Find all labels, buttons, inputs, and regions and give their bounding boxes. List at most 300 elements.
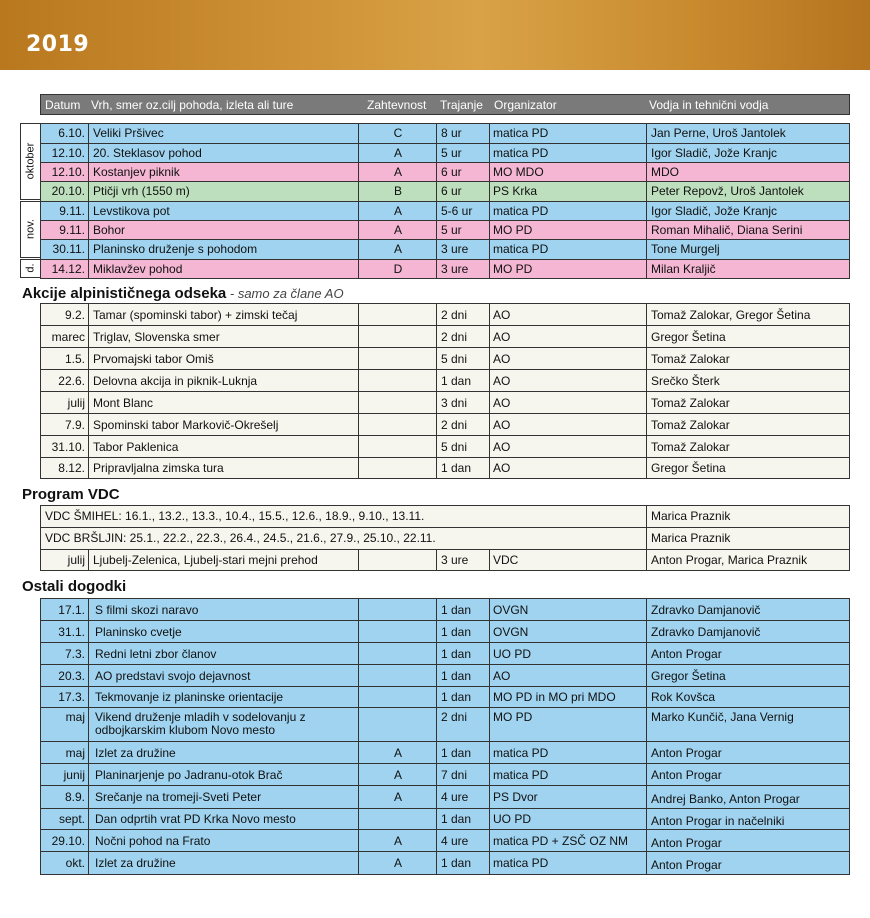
- row-organizer: AO: [493, 352, 511, 366]
- column-divider: [88, 708, 89, 741]
- column-divider: [646, 708, 647, 741]
- column-divider: [88, 163, 89, 181]
- column-divider: [646, 621, 647, 642]
- main-row: [40, 143, 850, 163]
- column-divider: [88, 458, 89, 478]
- row-organizer: AO: [493, 440, 511, 454]
- row-leader: Tomaž Zalokar: [651, 352, 730, 366]
- header-duration: Trajanje: [440, 98, 483, 112]
- row-organizer: AO: [493, 308, 511, 322]
- column-divider: [88, 240, 89, 259]
- row-date: junij: [63, 768, 85, 782]
- row-organizer: AO: [493, 330, 511, 344]
- row-date: 9.11.: [59, 204, 85, 218]
- row-organizer: matica PD + ZSČ OZ NM: [493, 834, 629, 848]
- row-route: Miklavžev pohod: [93, 262, 183, 276]
- column-divider: [436, 304, 437, 325]
- ao-row: [40, 435, 850, 458]
- column-divider: [646, 182, 647, 201]
- row-date: maj: [65, 746, 85, 760]
- row-date: 1.5.: [64, 352, 85, 366]
- row-date: 9.2.: [64, 308, 85, 322]
- row-duration: 3 ure: [441, 262, 469, 276]
- main-row: [40, 239, 850, 260]
- row-route: Izlet za družine: [95, 746, 176, 760]
- column-divider: [88, 124, 89, 143]
- column-divider: [436, 370, 437, 391]
- column-divider: [646, 550, 647, 570]
- row-organizer: AO: [493, 461, 511, 475]
- other-row: [40, 664, 850, 687]
- row-leader: Milan Kraljič: [651, 262, 716, 276]
- row-organizer: MO MDO: [493, 165, 544, 179]
- row-difficulty: A: [393, 223, 402, 237]
- other-row: [40, 598, 850, 621]
- column-divider: [646, 506, 647, 527]
- column-divider: [358, 708, 359, 741]
- row-date: 22.6.: [58, 374, 85, 388]
- row-leader: Igor Sladič, Jože Kranjc: [651, 146, 778, 160]
- row-leader: Tomaž Zalokar: [651, 396, 730, 410]
- header-route: Vrh, smer oz.cilj pohoda, izleta ali ture: [91, 98, 294, 112]
- row-route: Prvomajski tabor Omiš: [93, 352, 214, 366]
- column-divider: [646, 326, 647, 347]
- row-duration: 4 ure: [441, 834, 469, 848]
- row-route: Tabor Paklenica: [93, 440, 179, 454]
- row-leader: Gregor Šetina: [651, 669, 726, 683]
- row-leader: Tone Murgelj: [651, 242, 720, 256]
- row-organizer: AO: [493, 396, 511, 410]
- column-divider: [88, 414, 89, 435]
- row-route: Spominski tabor Markovič-Okrešelj: [93, 418, 279, 432]
- column-divider: [489, 240, 490, 259]
- row-route: Dan odprtih vrat PD Krka Novo mesto: [95, 812, 296, 826]
- row-route: Veliki Pršivec: [93, 126, 164, 140]
- column-divider: [646, 348, 647, 369]
- column-divider: [646, 764, 647, 785]
- row-duration: 6 ur: [441, 184, 462, 198]
- column-divider: [489, 260, 490, 278]
- column-divider: [436, 550, 437, 570]
- column-divider: [646, 786, 647, 808]
- ao-row: [40, 391, 850, 414]
- other-row: [40, 642, 850, 665]
- row-difficulty: A: [393, 146, 402, 160]
- row-route: Bohor: [93, 223, 126, 237]
- column-divider: [436, 687, 437, 707]
- column-divider: [646, 599, 647, 620]
- row-date: 12.10.: [51, 146, 85, 160]
- column-divider: [88, 260, 89, 278]
- other-row: [40, 686, 850, 708]
- column-divider: [646, 809, 647, 829]
- column-divider: [489, 458, 490, 478]
- row-duration: 1 dan: [441, 374, 472, 388]
- row-difficulty: A: [393, 746, 402, 760]
- row-organizer: MO PD: [493, 710, 533, 724]
- other-row: [40, 851, 850, 875]
- row-leader: Marica Praznik: [651, 509, 731, 523]
- row-leader: Tomaž Zalokar: [651, 440, 730, 454]
- column-divider: [88, 221, 89, 239]
- column-divider: [88, 326, 89, 347]
- row-organizer: UO PD: [493, 647, 532, 661]
- column-divider: [489, 665, 490, 686]
- row-route: Nočni pohod na Frato: [95, 834, 211, 848]
- row-duration: 1 dan: [441, 812, 472, 826]
- column-divider: [489, 830, 490, 851]
- row-date: marec: [51, 330, 85, 344]
- row-leader: Anton Progar: [651, 836, 722, 850]
- table-header: [40, 94, 850, 115]
- column-divider: [646, 436, 647, 457]
- row-route: Kostanjev piknik: [93, 165, 180, 179]
- row-leader: Marica Praznik: [651, 531, 731, 545]
- main-row: [40, 220, 850, 240]
- row-leader: Zdravko Damjanovič: [651, 603, 761, 617]
- column-divider: [88, 144, 89, 162]
- row-leader: Gregor Šetina: [651, 461, 726, 475]
- column-divider: [436, 665, 437, 686]
- row-route: Planinarjenje po Jadranu-otok Brač: [95, 768, 283, 782]
- row-duration: 2 dni: [441, 330, 468, 344]
- row-duration: 1 dan: [441, 625, 472, 639]
- row-organizer: MO PD: [493, 262, 533, 276]
- column-divider: [489, 144, 490, 162]
- column-divider: [88, 370, 89, 391]
- row-leader: Anton Progar: [651, 768, 722, 782]
- column-divider: [489, 370, 490, 391]
- column-divider: [646, 665, 647, 686]
- row-leader: Andrej Banko, Anton Progar: [651, 792, 800, 806]
- row-organizer: matica PD: [493, 746, 549, 760]
- row-date: 20.10.: [51, 184, 85, 198]
- column-divider: [88, 786, 89, 808]
- row-duration: 8 ur: [441, 126, 462, 140]
- column-divider: [489, 550, 490, 570]
- column-divider: [88, 830, 89, 851]
- row-date: maj: [65, 710, 85, 724]
- other-row: [40, 808, 850, 830]
- column-divider: [436, 326, 437, 347]
- column-divider: [436, 414, 437, 435]
- column-divider: [88, 643, 89, 664]
- row-leader: Zdravko Damjanovič: [651, 625, 761, 639]
- column-divider: [88, 392, 89, 413]
- row-duration: 1 dan: [441, 647, 472, 661]
- row-duration: 5-6 ur: [441, 204, 473, 218]
- ao-title-text: Akcije alpinističnega odseka: [22, 285, 227, 302]
- row-route: Mont Blanc: [93, 396, 154, 410]
- row-organizer: AO: [493, 418, 511, 432]
- row-date: julij: [67, 553, 85, 567]
- row-route: Tekmovanje iz planinske orientacije: [95, 690, 284, 704]
- column-divider: [88, 621, 89, 642]
- row-date: 17.3.: [58, 690, 85, 704]
- other-row: [40, 763, 850, 786]
- row-route: Levstikova pot: [93, 204, 170, 218]
- main-row: [40, 162, 850, 182]
- column-divider: [646, 852, 647, 874]
- column-divider: [489, 414, 490, 435]
- ao-row: [40, 325, 850, 348]
- row-organizer: OVGN: [493, 603, 529, 617]
- column-divider: [646, 202, 647, 220]
- column-divider: [646, 742, 647, 763]
- row-duration: 2 dni: [441, 418, 468, 432]
- row-duration: 1 dan: [441, 746, 472, 760]
- row-leader: Anton Progar: [651, 647, 722, 661]
- month-label: d.: [24, 262, 36, 273]
- row-date: 7.9.: [64, 418, 85, 432]
- row-date: 6.10.: [58, 126, 85, 140]
- row-difficulty: A: [393, 768, 402, 782]
- header-difficulty: Zahtevnost: [367, 98, 427, 112]
- row-leader: MDO: [651, 165, 679, 179]
- row-date: 29.10.: [51, 834, 85, 848]
- row-organizer: AO: [493, 374, 511, 388]
- month-label: oktober: [24, 142, 36, 179]
- column-divider: [489, 182, 490, 201]
- row-route: Pripravljalna zimska tura: [93, 461, 224, 475]
- ao-subtitle: - samo za člane AO: [226, 286, 344, 301]
- column-divider: [646, 260, 647, 278]
- row-organizer: PS Krka: [493, 184, 538, 198]
- column-divider: [88, 436, 89, 457]
- row-leader: Jan Perne, Uroš Jantolek: [651, 126, 786, 140]
- other-row: [40, 707, 850, 742]
- column-divider: [646, 392, 647, 413]
- column-divider: [489, 809, 490, 829]
- row-date: okt.: [65, 856, 85, 870]
- row-difficulty: A: [393, 165, 402, 179]
- year-banner: [0, 0, 870, 70]
- column-divider: [646, 414, 647, 435]
- row-duration: 1 dan: [441, 669, 472, 683]
- row-date: 30.11.: [52, 242, 85, 256]
- ao-section-title: [22, 285, 344, 302]
- column-divider: [88, 182, 89, 201]
- column-divider: [358, 370, 359, 391]
- row-duration: 6 ur: [441, 165, 462, 179]
- row-leader: Tomaž Zalokar: [651, 418, 730, 432]
- row-duration: 2 dni: [441, 308, 468, 322]
- column-divider: [489, 786, 490, 808]
- row-route: Planinsko druženje s pohodom: [93, 242, 258, 256]
- column-divider: [358, 304, 359, 325]
- row-date: 17.1.: [58, 603, 85, 617]
- column-divider: [88, 852, 89, 874]
- row-difficulty: A: [393, 834, 402, 848]
- header-date: Datum: [45, 98, 81, 112]
- row-route: 20. Steklasov pohod: [93, 146, 202, 160]
- row-duration: 1 dan: [441, 461, 472, 475]
- column-divider: [489, 392, 490, 413]
- column-divider: [646, 643, 647, 664]
- row-organizer: AO: [493, 669, 511, 683]
- other-section-title: Ostali dogodki: [22, 578, 127, 595]
- column-divider: [88, 202, 89, 220]
- row-date: 8.12.: [58, 461, 85, 475]
- column-divider: [489, 436, 490, 457]
- column-divider: [436, 458, 437, 478]
- column-divider: [646, 304, 647, 325]
- row-route: Vikend druženje mladih v sodelovanju z: [95, 710, 306, 724]
- column-divider: [646, 687, 647, 707]
- main-row: [40, 201, 850, 221]
- row-duration: 5 dni: [441, 352, 468, 366]
- row-route: Ljubelj-Zelenica, Ljubelj-stari mejni prehod: [93, 553, 318, 567]
- row-leader: Anton Progar in načelniki: [651, 814, 785, 828]
- row-route: Triglav, Slovenska smer: [93, 330, 220, 344]
- row-duration: 2 dni: [441, 710, 468, 724]
- year-title: 2019: [26, 32, 90, 57]
- row-date: 20.3.: [58, 669, 85, 683]
- row-organizer: OVGN: [493, 625, 529, 639]
- row-organizer: matica PD: [493, 146, 549, 160]
- column-divider: [358, 348, 359, 369]
- vdc-schedule-row: [40, 505, 850, 528]
- column-divider: [489, 621, 490, 642]
- column-divider: [358, 809, 359, 829]
- row-date: 31.1.: [58, 625, 85, 639]
- row-date: 31.10.: [51, 440, 85, 454]
- vdc-dates: VDC ŠMIHEL: 16.1., 13.2., 13.3., 10.4., 15.5., 12.6., 18.9., 9.10., 13.11.: [45, 509, 425, 523]
- row-date: julij: [67, 396, 85, 410]
- column-divider: [646, 144, 647, 162]
- column-divider: [646, 528, 647, 549]
- row-route: Izlet za družine: [95, 856, 176, 870]
- row-duration: 7 dni: [441, 768, 468, 782]
- row-route: Redni letni zbor članov: [95, 647, 217, 661]
- column-divider: [358, 436, 359, 457]
- row-organizer: matica PD: [493, 856, 549, 870]
- other-row: [40, 785, 850, 809]
- column-divider: [88, 809, 89, 829]
- column-divider: [436, 599, 437, 620]
- row-organizer: MO PD: [493, 223, 533, 237]
- column-divider: [646, 221, 647, 239]
- column-divider: [489, 221, 490, 239]
- other-row: [40, 741, 850, 764]
- row-route: Tamar (spominski tabor) + zimski tečaj: [93, 308, 298, 322]
- column-divider: [358, 550, 359, 570]
- row-duration: 5 ur: [441, 223, 462, 237]
- column-divider: [489, 304, 490, 325]
- row-leader: Tomaž Zalokar, Gregor Šetina: [651, 308, 811, 322]
- row-difficulty: D: [393, 262, 403, 276]
- month-label: nov.: [24, 218, 36, 239]
- row-duration: 4 ure: [441, 790, 469, 804]
- column-divider: [489, 852, 490, 874]
- column-divider: [88, 665, 89, 686]
- row-route: S filmi skozi naravo: [95, 603, 199, 617]
- column-divider: [436, 348, 437, 369]
- row-leader: Anton Progar: [651, 858, 722, 872]
- ao-row: [40, 303, 850, 326]
- column-divider: [489, 124, 490, 143]
- column-divider: [358, 414, 359, 435]
- row-duration: 1 dan: [441, 856, 472, 870]
- row-duration: 1 dan: [441, 603, 472, 617]
- column-divider: [489, 163, 490, 181]
- row-difficulty: C: [393, 126, 403, 140]
- column-divider: [489, 708, 490, 741]
- column-divider: [489, 202, 490, 220]
- row-organizer: MO PD in MO pri MDO: [493, 690, 616, 704]
- main-row: [40, 181, 850, 202]
- column-divider: [646, 370, 647, 391]
- row-leader: Anton Progar, Marica Praznik: [651, 553, 808, 567]
- column-divider: [646, 830, 647, 851]
- row-date: 12.10.: [51, 165, 85, 179]
- column-divider: [646, 124, 647, 143]
- row-organizer: matica PD: [493, 126, 549, 140]
- vdc-section-title: Program VDC: [22, 486, 120, 503]
- column-divider: [489, 326, 490, 347]
- row-route-line2: odbojkarskim klubom Novo mesto: [95, 723, 276, 737]
- row-leader: Igor Sladič, Jože Kranjc: [651, 204, 778, 218]
- row-route: Srečanje na tromeji-Sveti Peter: [95, 790, 262, 804]
- column-divider: [436, 643, 437, 664]
- row-organizer: PS Dvor: [493, 790, 538, 804]
- row-duration: 1 dan: [441, 690, 472, 704]
- column-divider: [358, 643, 359, 664]
- column-divider: [489, 599, 490, 620]
- column-divider: [88, 599, 89, 620]
- row-difficulty: A: [393, 204, 402, 218]
- column-divider: [646, 458, 647, 478]
- header-leader: Vodja in tehnični vodja: [649, 98, 769, 112]
- row-date: 9.11.: [59, 223, 85, 237]
- vdc-dates: VDC BRŠLJIN: 25.1., 22.2., 22.3., 26.4., 24.5., 21.6., 27.9., 25.10., 22.11.: [45, 531, 436, 545]
- row-duration: 3 dni: [441, 396, 468, 410]
- row-organizer: UO PD: [493, 812, 532, 826]
- column-divider: [436, 436, 437, 457]
- column-divider: [646, 240, 647, 259]
- row-leader: Gregor Šetina: [651, 330, 726, 344]
- column-divider: [646, 163, 647, 181]
- column-divider: [436, 621, 437, 642]
- column-divider: [88, 742, 89, 763]
- row-route: Ptičji vrh (1550 m): [93, 184, 190, 198]
- row-date: sept.: [58, 812, 85, 826]
- column-divider: [436, 809, 437, 829]
- row-organizer: matica PD: [493, 204, 549, 218]
- column-divider: [358, 458, 359, 478]
- row-date: 8.9.: [64, 790, 85, 804]
- column-divider: [358, 326, 359, 347]
- column-divider: [88, 304, 89, 325]
- header-organizer: Organizator: [494, 98, 557, 112]
- row-route: AO predstavi svojo dejavnost: [95, 669, 251, 683]
- column-divider: [489, 643, 490, 664]
- column-divider: [88, 687, 89, 707]
- row-leader: Peter Repovž, Uroš Jantolek: [651, 184, 804, 198]
- main-row: [40, 259, 850, 279]
- row-date: 7.3.: [64, 647, 85, 661]
- ao-row: [40, 347, 850, 370]
- column-divider: [358, 665, 359, 686]
- column-divider: [88, 550, 89, 570]
- row-difficulty: A: [393, 242, 402, 256]
- ao-row: [40, 457, 850, 479]
- row-date: 14.12.: [51, 262, 85, 276]
- row-difficulty: A: [393, 790, 402, 804]
- row-route: Delovna akcija in piknik-Luknja: [93, 374, 258, 388]
- row-duration: 3 ure: [441, 242, 469, 256]
- row-duration: 5 dni: [441, 440, 468, 454]
